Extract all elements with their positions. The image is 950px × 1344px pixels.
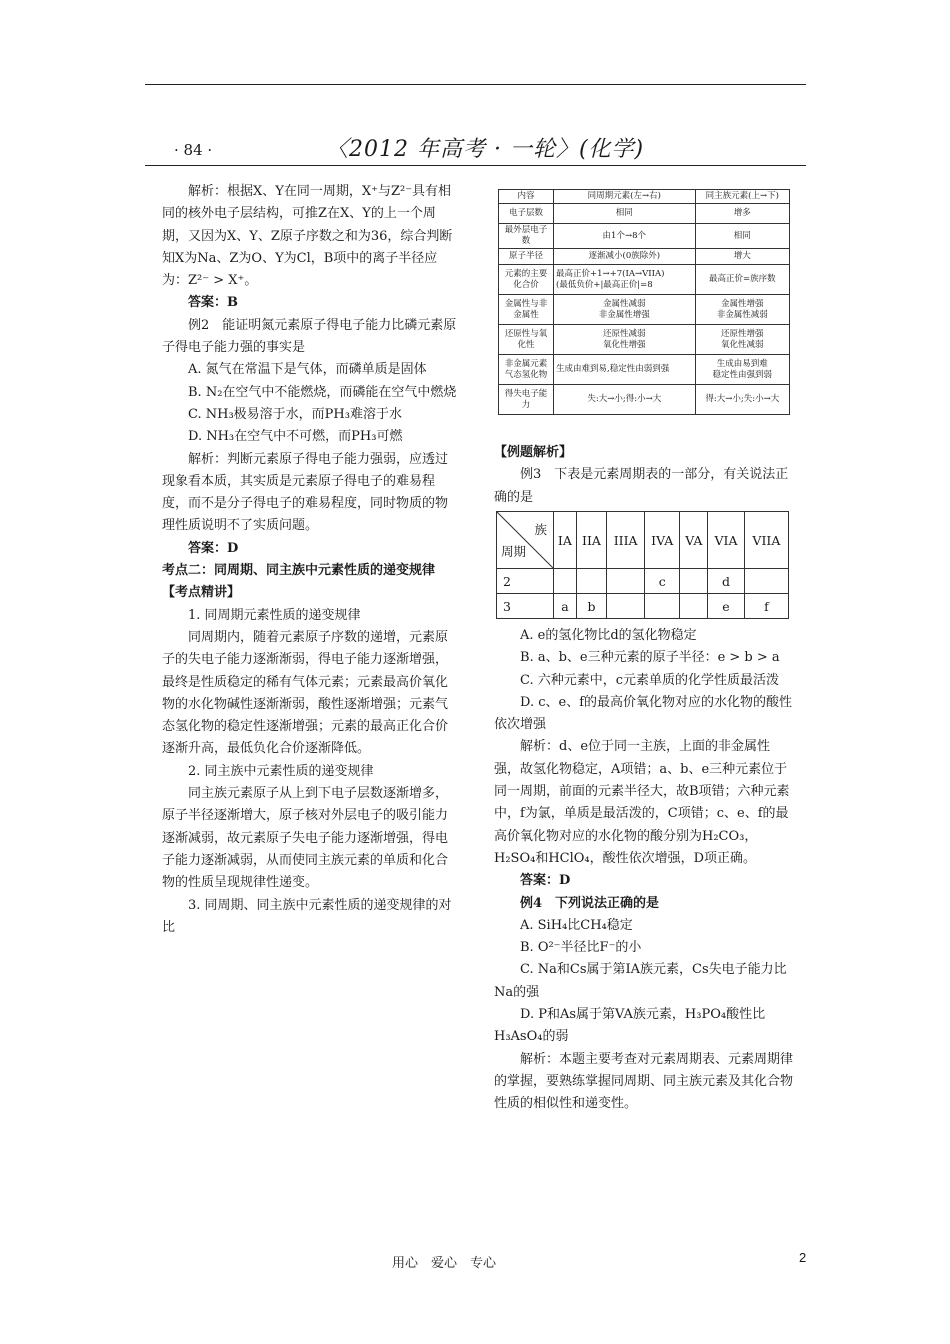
example-4-question: 例4 下列说法正确的是: [520, 895, 660, 911]
answer-3: 答案：D: [520, 873, 571, 889]
table-cell: 最高正价+1→+7(IA→VIIA) (最低负价+|最高正价|=8: [554, 265, 696, 295]
example-3-option-c: C. 六种元素中，c元素单质的化学性质最活泼: [520, 672, 780, 688]
corner-label-group: 族: [534, 522, 547, 537]
table-cell: 还原性与氧化性: [499, 325, 554, 355]
group-header: VA: [680, 512, 708, 569]
table-cell: 相同: [695, 224, 789, 249]
table-header-row: [497, 512, 789, 569]
table-cell: 元素的主要化合价: [499, 265, 554, 295]
right-column-top: [494, 442, 794, 509]
table-cell: 金属性减弱 非金属性增强: [554, 295, 696, 325]
table-cell: 原子半径: [499, 249, 554, 265]
table-cell: 还原性减弱 氧化性增强: [554, 325, 696, 355]
page-header-title: 〈2012 年高考 · 一轮〉(化学): [326, 137, 645, 162]
analysis-paragraph-4: 解析：本题主要考查对元素周期表、元素周期律的掌握，要熟练掌握同周期、同主族元素及其化合物性质的相似性和递变性。: [494, 1051, 794, 1112]
table-cell: 最高正价=族序数: [695, 265, 789, 295]
subheading-2: 2. 同主族中元素性质的递变规律: [188, 763, 374, 779]
example-3-option-a: A. e的氢化物比d的氢化物稳定: [520, 628, 697, 643]
table-row: [499, 325, 790, 355]
group-header: VIA: [708, 512, 745, 569]
element-cell: [744, 569, 788, 594]
answer-2: 答案：D: [188, 540, 239, 556]
element-cell: [645, 594, 680, 619]
table-row: [499, 249, 790, 265]
table-header-cell: 内容: [499, 190, 554, 204]
example-2-option-b: B. N₂在空气中不能燃烧，而磷能在空气中燃烧: [188, 384, 457, 400]
table-cell: 增大: [695, 249, 789, 265]
element-cell: c: [645, 569, 680, 594]
rule-paragraph-period: 同周期内，随着元素原子序数的递增，元素原子的失电子能力逐渐渐弱，得电子能力逐渐增强，最终是性质稳定的稀有气体元素；元素最高价氧化物的水化物碱性逐渐渐弱，酸性逐渐增强；元素气态氢化物的稳定性逐渐增强；元素的最高正化合价逐渐升高，最低负化合价逐渐降低。: [162, 629, 449, 757]
table-cell: 金属性与非金属性: [499, 295, 554, 325]
table-row: [497, 594, 789, 619]
table-cell: 生成由难到易,稳定性由弱到强: [554, 355, 696, 385]
table-cell: 还原性增强 氧化性减弱: [695, 325, 789, 355]
right-column-bottom: [494, 625, 794, 1116]
element-cell: e: [708, 594, 745, 619]
element-cell: b: [576, 594, 606, 619]
element-cell: [680, 594, 708, 619]
analysis-paragraph-3: 解析：d、e位于同一主族，上面的非金属性强，故氢化物稳定，A项错；a、b、e三种元素位于同一周期，前面的元素半径大，故B项错；六种元素中，f为氯，单质是最活泼的，C项错；c、e、f的最高价氧化物对应的水化物的酸分别为H₂CO₃，H₂SO₄和HClO₄，酸性依次增强，D项正确。: [494, 739, 790, 866]
table-row: [497, 569, 789, 594]
table-cell: 金属性增强 非金属性减弱: [695, 295, 789, 325]
element-cell: a: [554, 594, 577, 619]
example-4-option-c: C. Na和Cs属于第IA族元素，Cs失电子能力比Na的强: [494, 962, 787, 1000]
answer-1: 答案：B: [188, 295, 238, 311]
table-header-row: [499, 190, 790, 204]
table-cell: 增多: [695, 204, 789, 224]
analysis-paragraph-1: 解析：根据X、Y在同一周期，X⁺与Z²⁻具有相同的核外电子层结构，可推Z在X、Y的上一个周期，又因为X、Y、Z原子序数之和为36，综合判断知X为Na、Z为O、Y为Cl，B项中的离子半径应为：Z²⁻ > X⁺。: [162, 184, 453, 289]
example-2-option-d: D. NH₃在空气中不可燃，而PH₃可燃: [188, 429, 403, 445]
top-rule: [145, 84, 806, 85]
group-header: IA: [554, 512, 577, 569]
table-cell: 电子层数: [499, 204, 554, 224]
corner-label-period: 周期: [501, 544, 527, 559]
section-label-liti: 【例题解析】: [494, 445, 573, 460]
periodic-table-fragment: [496, 511, 789, 619]
left-column: [162, 181, 460, 939]
table-cell: 由1个→8个: [554, 224, 696, 249]
group-header: IIIA: [607, 512, 645, 569]
element-cell: [607, 594, 645, 619]
table-cell: 相同: [554, 204, 696, 224]
group-header: IIA: [576, 512, 606, 569]
table-cell: 最外层电子数: [499, 224, 554, 249]
table-cell: 得失电子能力: [499, 385, 554, 415]
table-row: [499, 204, 790, 224]
example-4-option-a: A. SiH₄比CH₄稳定: [520, 917, 633, 933]
table-header-cell: 同主族元素(上→下): [695, 190, 789, 204]
table-cell: 得:大→小;失:小→大: [695, 385, 789, 415]
section-label-kaodian-jingjiang: 【考点精讲】: [162, 585, 241, 601]
period-cell: 2: [497, 569, 554, 594]
page-footer-text: 用心 爱心 专心: [392, 1256, 497, 1271]
element-cell: [576, 569, 606, 594]
element-cell: d: [708, 569, 745, 594]
table-row: [499, 385, 790, 415]
page-marker: · 84 ·: [174, 141, 213, 159]
example-2-option-a: A. 氮气在常温下是气体，而磷单质是固体: [188, 362, 427, 378]
example-3-option-b: B. a、b、e三种元素的原子半径：e > b > a: [520, 650, 780, 666]
group-header: IVA: [645, 512, 680, 569]
page-number: 2: [799, 1250, 807, 1265]
example-4-option-b: B. O²⁻半径比F⁻的小: [520, 940, 642, 956]
example-2-question: 例2 能证明氮元素原子得电子能力比磷元素原子得电子能力强的事实是: [162, 317, 457, 356]
subheading-1: 1. 同周期元素性质的递变规律: [188, 607, 361, 623]
period-cell: 3: [497, 594, 554, 619]
element-cell: f: [744, 594, 788, 619]
table-cell: 失:大→小;得:小→大: [554, 385, 696, 415]
group-header: VIIA: [744, 512, 788, 569]
table-header-cell: 同周期元素(左→右): [554, 190, 696, 204]
element-cell: [680, 569, 708, 594]
table-cell: 非金属元素气态氢化物: [499, 355, 554, 385]
table-row: [499, 295, 790, 325]
header-rule: [145, 165, 806, 166]
corner-cell: [497, 512, 554, 569]
element-cell: [554, 569, 577, 594]
example-4-option-d: D. P和As属于第VA族元素，H₃PO₄酸性比H₃AsO₄的弱: [494, 1007, 766, 1045]
table-cell: 逐渐减小(0族除外): [554, 249, 696, 265]
analysis-paragraph-2: 解析：判断元素原子得电子能力强弱，应透过现象看本质，其实质是元素原子得电子的难易程度，而不是分子得电子的难易程度，同时物质的物理性质说明不了实质问题。: [162, 451, 449, 534]
example-3-option-d: D. c、e、f的最高价氧化物对应的水化物的酸性依次增强: [494, 694, 793, 733]
rule-paragraph-group: 同主族元素原子从上到下电子层数逐渐增多，原子半径逐渐增大，原子核对外层电子的吸引能力逐渐减弱，故元素原子失电子能力逐渐增强，得电子能力逐渐减弱，从而使同主族元素的单质和化合物的性质呈现规律性递变。: [162, 786, 449, 891]
comparison-table: [498, 189, 790, 415]
table-row: [499, 224, 790, 249]
table-cell: 生成由易到难 稳定性由强到弱: [695, 355, 789, 385]
section-heading-kaodian2: 考点二：同周期、同主族中元素性质的递变规律: [162, 563, 436, 579]
element-cell: [607, 569, 645, 594]
example-2-option-c: C. NH₃极易溶于水，而PH₃难溶于水: [188, 406, 402, 422]
example-3-question: 例3 下表是元素周期表的一部分，有关说法正确的是: [494, 467, 789, 505]
subheading-3: 3. 同周期、同主族中元素性质的递变规律的对比: [162, 897, 452, 935]
table-row: [499, 265, 790, 295]
table-row: [499, 355, 790, 385]
